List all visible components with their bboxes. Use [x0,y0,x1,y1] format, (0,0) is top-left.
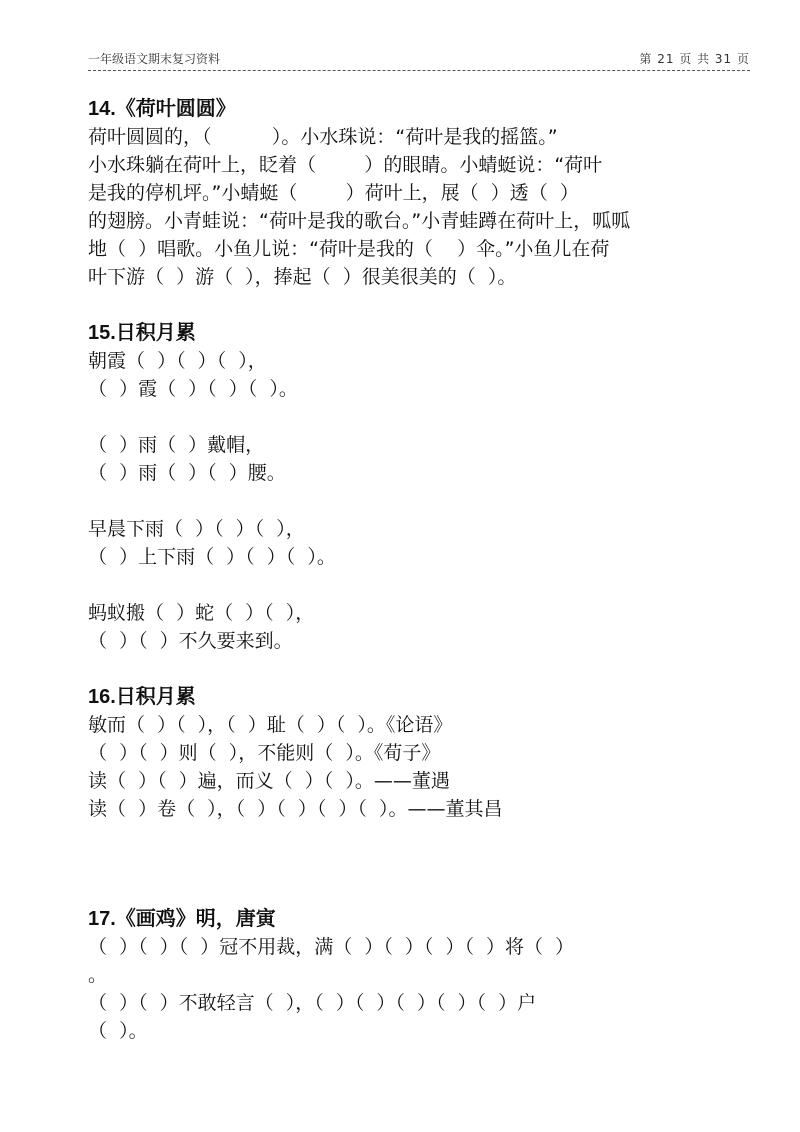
spacer [88,655,758,683]
text-line: 叶下游（ ）游（ ），捧起（ ）很美很美的（ ）。 [88,266,517,288]
page-number: 第 21 页 共 31 页 [639,52,750,66]
text-line: （ ）上下雨（ ）（ ）（ ）。 [88,546,336,568]
spacer [88,487,758,515]
text-line: （ ）（ ）不久要来到。 [88,630,293,652]
text-line: （ ）雨（ ）戴帽， [88,434,265,456]
page-header [88,44,750,71]
text-line: （ ）（ ）则（ ），不能则（ ）。《荀子》 [88,742,441,764]
section-17 [88,905,758,1045]
document-title: 一年级语文期末复习资料 [88,52,221,66]
section-title: 17.《画鸡》明，唐寅 [88,908,276,930]
text-line: 敏而（ ）（ ），（ ）耻（ ）（ ）。《论语》 [88,714,453,736]
text-line: （ ）（ ）（ ）冠不用裁，满（ ）（ ）（ ）（ ）将（ ） [88,936,575,958]
section-title: 15.日积月累 [88,322,196,344]
page-content [88,95,758,1045]
section-14 [88,95,758,291]
text-line: 荷叶圆圆的，（ ）。小水珠说：“荷叶是我的摇篮。” [88,126,558,148]
section-15 [88,319,758,655]
text-line: 。 [88,964,108,986]
text-line: （ ）（ ）不敢轻言（ ），（ ）（ ）（ ）（ ）（ ）户 [88,992,537,1014]
text-line: 蚂蚁搬（ ）蛇（ ）（ ）， [88,602,315,624]
text-line: 早晨下雨（ ）（ ）（ ）， [88,518,305,540]
text-line: （ ）雨（ ）（ ）腰。 [88,462,286,484]
text-line: 朝霞（ ）（ ）（ ）， [88,350,267,372]
text-line: 读（ ）卷（ ），（ ）（ ）（ ）（ ）。——董其昌 [88,798,503,820]
spacer [88,823,758,905]
section-16 [88,683,758,823]
text-line: （ ）。 [88,1020,148,1042]
section-title: 14.《荷叶圆圆》 [88,98,236,120]
spacer [88,571,758,599]
text-line: 的翅膀。小青蛙说：“荷叶是我的歌台。”小青蛙蹲在荷叶上，呱呱 [88,210,631,232]
text-line: （ ）霞（ ）（ ）（ ）。 [88,378,298,400]
text-line: 读（ ）（ ）遍，而义（ ）（ ）。——董遇 [88,770,450,792]
spacer [88,291,758,319]
text-line: 地（ ）唱歌。小鱼儿说：“荷叶是我的（ ）伞。”小鱼儿在荷 [88,238,610,260]
text-line: 小水珠躺在荷叶上，眨着（ ）的眼睛。小蜻蜓说：“荷叶 [88,154,603,176]
spacer [88,403,758,431]
section-title: 16.日积月累 [88,686,196,708]
text-line: 是我的停机坪。”小蜻蜓（ ）荷叶上，展（ ）透（ ） [88,182,579,204]
